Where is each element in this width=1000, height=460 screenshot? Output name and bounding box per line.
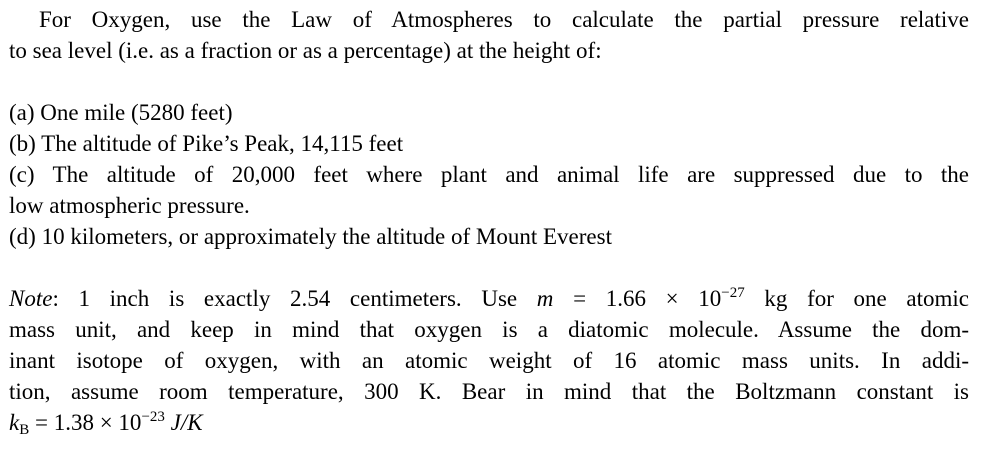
mass-equals: = 1.66 × 10: [553, 286, 722, 311]
intro-line-2: to sea level (i.e. as a fraction or as a percentage) at the height of:: [9, 38, 602, 63]
note-line-1: [9, 283, 969, 314]
mass-exponent: −27: [721, 285, 745, 301]
intro-line-1: For Oxygen, use the Law of Atmospheres to calculate the partial pressure relative: [39, 7, 969, 32]
boltzmann-exponent: −23: [141, 409, 165, 425]
boltzmann-subscript: B: [19, 422, 30, 438]
part-a: (a) One mile (5280 feet): [9, 100, 233, 125]
boltzmann-units: J/K: [170, 410, 203, 435]
spacer: [9, 252, 969, 283]
note-line-2: mass unit, and keep in mind that oxygen is a diatomic molecule. Assume the dom-: [9, 317, 969, 342]
boltzmann-equals: = 1.38 × 10: [29, 410, 142, 435]
note-line-4: tion, assume room temperature, 300 K. Bear in mind that the Boltzmann constant is: [9, 379, 969, 404]
boltzmann-symbol: k: [9, 410, 20, 435]
note-line-3: inant isotope of oxygen, with an atomic weight of 16 atomic mass units. In addi-: [9, 348, 969, 373]
part-b: (b) The altitude of Pike’s Peak, 14,115 feet: [9, 131, 404, 156]
part-c-line-1: (c) The altitude of 20,000 feet where plant and animal life are suppressed due to the: [9, 162, 969, 187]
problem-text: [9, 4, 969, 438]
note-line-1-end: kg for one atomic: [764, 286, 970, 311]
part-c-line-2: low atmospheric pressure.: [9, 193, 250, 218]
note-line-5: [9, 407, 969, 438]
mass-symbol: m: [536, 286, 554, 311]
note-line-1-text: : 1 inch is exactly 2.54 centimeters. Use: [52, 286, 537, 311]
part-d: (d) 10 kilometers, or approximately the altitude of Mount Everest: [9, 224, 612, 249]
spacer: [9, 66, 969, 97]
note-label: Note: [9, 286, 53, 311]
